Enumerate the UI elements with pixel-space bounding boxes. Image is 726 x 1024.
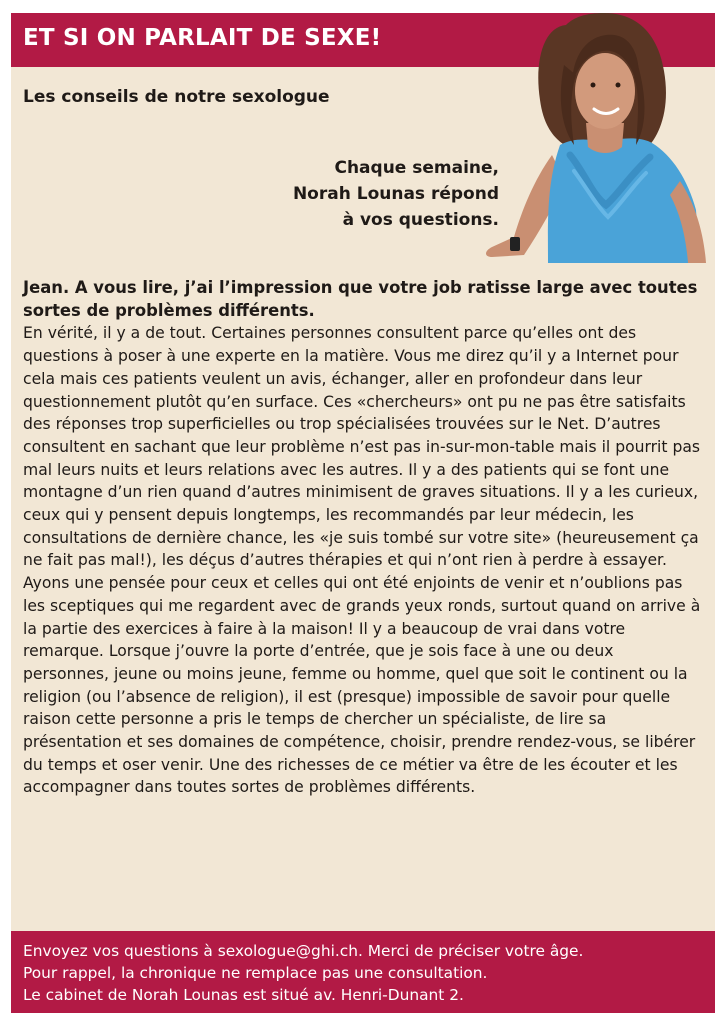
expert-answer: En vérité, il y a de tout. Certaines personnes consultent parce qu’elles ont des questions à poser à une experte en la matière. Vous me direz qu’il y a Internet pour cela mais ces patients veulent un avis, échanger, aller en profondeur dans leur questionnement plutôt qu’en surface. Ces «chercheurs» ont pu ne pas être satisfaits des réponses trop superficielles ou trop spécialisées trouvées sur le Net. D’autres consultent en sachant que leur problème n’est pas in-sur-mon-table mais il pourrit pas mal leurs nuits et leurs relations avec les autres. Il y a des patients qui se font une montagne d’un rien quand d’autres minimisent de graves situations. Il y a les curieux, ceux qui y pensent depuis longtemps, les recommandés par leur médecin, les consultations de dernière chance, les «je suis tombé sur votre site» (heureusement ça ne fait pas mal!), les déçus d’autres thérapies et qui n’ont rien à perdre à essayer. Ayons une pensée pour ceux et celles qui ont été enjoints de venir et n’oublions pas les sceptiques qui me regardent avec de grands yeux ronds, surtout quand on arrive à la partie des exercices à faire à la maison! Il y a beaucoup de vrai dans votre remarque. Lorsque j’ouvre la porte d’entrée, que je sois face à une ou deux personnes, jeune ou moins jeune, femme ou homme, quel que soit le continent ou la religion (ou l’absence de religion), il est (presque) impossible de savoir pour quelle raison cette personne a pris le temps de chercher un spécialiste, de lire sa présentation et ses domaines de compétence, choisir, prendre rendez-vous, se libérer du temps et oser venir. Une des richesses de ce métier va être de les écouter et les accompagner dans toutes sortes de problèmes différents. bbox=[23, 324, 701, 797]
footer-notice bbox=[23, 940, 583, 1006]
intro-line: à vos questions. bbox=[342, 210, 499, 230]
footer-line: Le cabinet de Norah Lounas est situé av. Henri-Dunant 2. bbox=[23, 986, 464, 1004]
portrait-illustration bbox=[474, 5, 715, 263]
column-page bbox=[11, 13, 715, 1013]
article-body bbox=[23, 277, 703, 799]
intro-text bbox=[293, 155, 499, 233]
intro-line: Norah Lounas répond bbox=[292, 184, 499, 204]
footer-line: Pour rappel, la chronique ne remplace pas une consultation. bbox=[23, 964, 488, 982]
footer-bar bbox=[11, 931, 715, 1013]
column-subtitle: Les conseils de notre sexologue bbox=[23, 87, 330, 107]
sexologist-portrait bbox=[474, 5, 715, 263]
intro-line: Chaque semaine, bbox=[334, 158, 499, 178]
column-title: ET SI ON PARLAIT DE SEXE! bbox=[23, 25, 382, 51]
footer-line: Envoyez vos questions à sexologue@ghi.ch. Merci de préciser votre âge. bbox=[23, 942, 584, 960]
reader-question: Jean. A vous lire, j’ai l’impression que votre job ratisse large avec toutes sortes de problèmes différents. bbox=[23, 278, 698, 320]
